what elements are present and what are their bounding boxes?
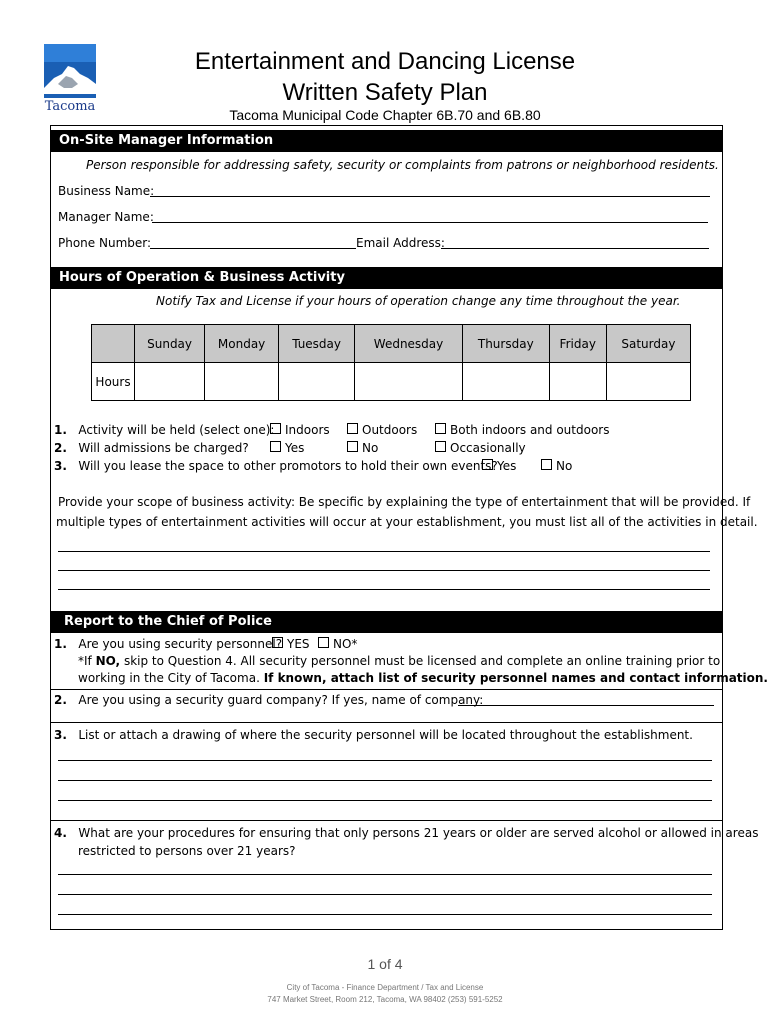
day-header: Monday: [205, 325, 279, 363]
section-divider: [51, 820, 722, 821]
hours-cell-sunday[interactable]: [135, 363, 205, 401]
option-label: No: [556, 459, 573, 473]
question-number: 1.: [54, 423, 67, 437]
question-text: Will you lease the space to other promotors to hold their own events?: [78, 459, 498, 473]
police-question-4: [54, 825, 758, 841]
activity-question-2: [54, 440, 249, 456]
question-text: Are you using security personnel?: [78, 637, 283, 651]
phone-number-field[interactable]: [150, 248, 356, 249]
hours-table-header-row: [92, 325, 691, 363]
police-q1-note-line1: [78, 653, 720, 669]
scope-instructions-line2: multiple types of entertainment activities will occur at your establishment, you must list all of the activities in detail.: [56, 515, 758, 529]
footer-address: 747 Market Street, Room 212, Tacoma, WA 98402 (253) 591-5252: [267, 995, 503, 1004]
option-label: Yes: [285, 441, 305, 455]
option-no[interactable]: [541, 458, 572, 474]
q4-answer-line[interactable]: [58, 894, 712, 895]
note-text: working in the City of Tacoma.: [78, 671, 264, 685]
activity-question-3: [54, 458, 498, 474]
option-label: NO*: [333, 637, 358, 651]
option-label: Both indoors and outdoors: [450, 423, 610, 437]
note-bold: NO,: [95, 654, 121, 668]
option-occasionally[interactable]: [435, 440, 526, 456]
scope-answer-line[interactable]: [58, 570, 710, 571]
scope-answer-line[interactable]: [58, 589, 710, 590]
option-both[interactable]: [435, 422, 609, 438]
form-subtitle: Tacoma Municipal Code Chapter 6B.70 and 6B.80: [229, 107, 541, 123]
note-text: *If: [78, 654, 96, 668]
police-question-3: [54, 727, 693, 743]
checkbox-icon[interactable]: [318, 637, 329, 648]
q3-answer-line[interactable]: [58, 760, 712, 761]
security-company-field[interactable]: [458, 705, 714, 706]
hours-cell-saturday[interactable]: [606, 363, 690, 401]
q4-answer-line[interactable]: [58, 874, 712, 875]
page-number: 1 of 4: [367, 956, 403, 972]
onsite-section-heading: On-Site Manager Information: [51, 130, 722, 152]
phone-number-label: Phone Number:: [58, 236, 152, 250]
option-no[interactable]: [347, 440, 378, 456]
business-name-field[interactable]: [150, 196, 710, 197]
question-text: What are your procedures for ensuring that only persons 21 years or older are served alcohol or allowed in areas: [78, 826, 759, 840]
q3-answer-line[interactable]: [58, 800, 712, 801]
hours-cell-tuesday[interactable]: [279, 363, 355, 401]
option-yes[interactable]: [270, 440, 304, 456]
day-header: Tuesday: [279, 325, 355, 363]
form-title-line2: Written Safety Plan: [282, 79, 488, 106]
checkbox-icon[interactable]: [347, 441, 358, 452]
hours-note: Notify Tax and License if your hours of operation change any time throughout the year.: [156, 294, 681, 308]
option-label: Outdoors: [362, 423, 418, 437]
question-number: 3.: [54, 728, 67, 742]
hours-cell-thursday[interactable]: [462, 363, 549, 401]
activity-question-1: [54, 422, 274, 438]
manager-name-field[interactable]: [152, 222, 708, 223]
day-header: Friday: [549, 325, 606, 363]
email-address-field[interactable]: [441, 248, 709, 249]
note-text: skip to Question 4. All security personnel must be licensed and complete an online training prior to: [120, 654, 721, 668]
hours-table-row: [92, 363, 691, 401]
checkbox-icon[interactable]: [541, 459, 552, 470]
question-text: Will admissions be charged?: [78, 441, 249, 455]
business-name-label: Business Name:: [58, 184, 155, 198]
section-divider: [51, 689, 722, 690]
police-question-1: [54, 636, 282, 652]
question-text: Are you using a security guard company? If yes, name of company:: [78, 693, 484, 707]
option-yes[interactable]: [482, 458, 516, 474]
checkbox-icon[interactable]: [482, 459, 493, 470]
option-label: No: [362, 441, 379, 455]
option-yes[interactable]: [272, 636, 310, 652]
form-title-line1: Entertainment and Dancing License: [194, 48, 576, 75]
question-number: 4.: [54, 826, 67, 840]
day-header: Thursday: [462, 325, 549, 363]
hours-table: [91, 324, 691, 401]
option-no[interactable]: [318, 636, 357, 652]
option-outdoors[interactable]: [347, 422, 417, 438]
hours-cell-monday[interactable]: [205, 363, 279, 401]
email-address-label: Email Address:: [356, 236, 445, 250]
hours-table-corner: [92, 325, 135, 363]
question-number: 2.: [54, 441, 67, 455]
police-question-4-line2: restricted to persons over 21 years?: [78, 844, 296, 858]
q4-answer-line[interactable]: [58, 914, 712, 915]
checkbox-icon[interactable]: [270, 441, 281, 452]
section-divider: [51, 722, 722, 723]
checkbox-icon[interactable]: [270, 423, 281, 434]
question-number: 2.: [54, 693, 67, 707]
option-indoors[interactable]: [270, 422, 330, 438]
logo-wordmark: Tacoma: [44, 99, 96, 114]
hours-section-heading: Hours of Operation & Business Activity: [51, 267, 722, 289]
hours-cell-friday[interactable]: [549, 363, 606, 401]
note-bold: If known, attach list of security personnel names and contact information.: [263, 671, 768, 685]
day-header: Saturday: [606, 325, 690, 363]
q3-answer-line[interactable]: [58, 780, 712, 781]
police-question-2: [54, 692, 483, 708]
onsite-description: Person responsible for addressing safety, security or complaints from patrons or neighborhood residents.: [86, 158, 719, 172]
manager-name-label: Manager Name:: [58, 210, 154, 224]
day-header: Wednesday: [355, 325, 463, 363]
city-of-tacoma-logo: [44, 44, 96, 120]
checkbox-icon[interactable]: [272, 637, 283, 648]
checkbox-icon[interactable]: [435, 441, 446, 452]
question-text: Activity will be held (select one):: [78, 423, 275, 437]
option-label: YES: [287, 637, 310, 651]
hours-row-label: Hours: [92, 363, 135, 401]
option-label: Indoors: [285, 423, 330, 437]
day-header: Sunday: [135, 325, 205, 363]
question-text: List or attach a drawing of where the security personnel will be located throughout the establishment.: [78, 728, 693, 742]
checkbox-icon[interactable]: [435, 423, 446, 434]
police-section-heading: Report to the Chief of Police: [51, 611, 722, 633]
police-q1-note-line2: [78, 670, 768, 686]
hours-cell-wednesday[interactable]: [355, 363, 463, 401]
scope-answer-line[interactable]: [58, 551, 710, 552]
option-label: Yes: [497, 459, 517, 473]
question-number: 1.: [54, 637, 67, 651]
option-label: Occasionally: [450, 441, 526, 455]
footer-department: City of Tacoma - Finance Department / Tax and License: [286, 983, 484, 992]
question-number: 3.: [54, 459, 67, 473]
checkbox-icon[interactable]: [347, 423, 358, 434]
scope-instructions-line1: Provide your scope of business activity: Be specific by explaining the type of entertainment that will be provided. If: [58, 495, 751, 509]
